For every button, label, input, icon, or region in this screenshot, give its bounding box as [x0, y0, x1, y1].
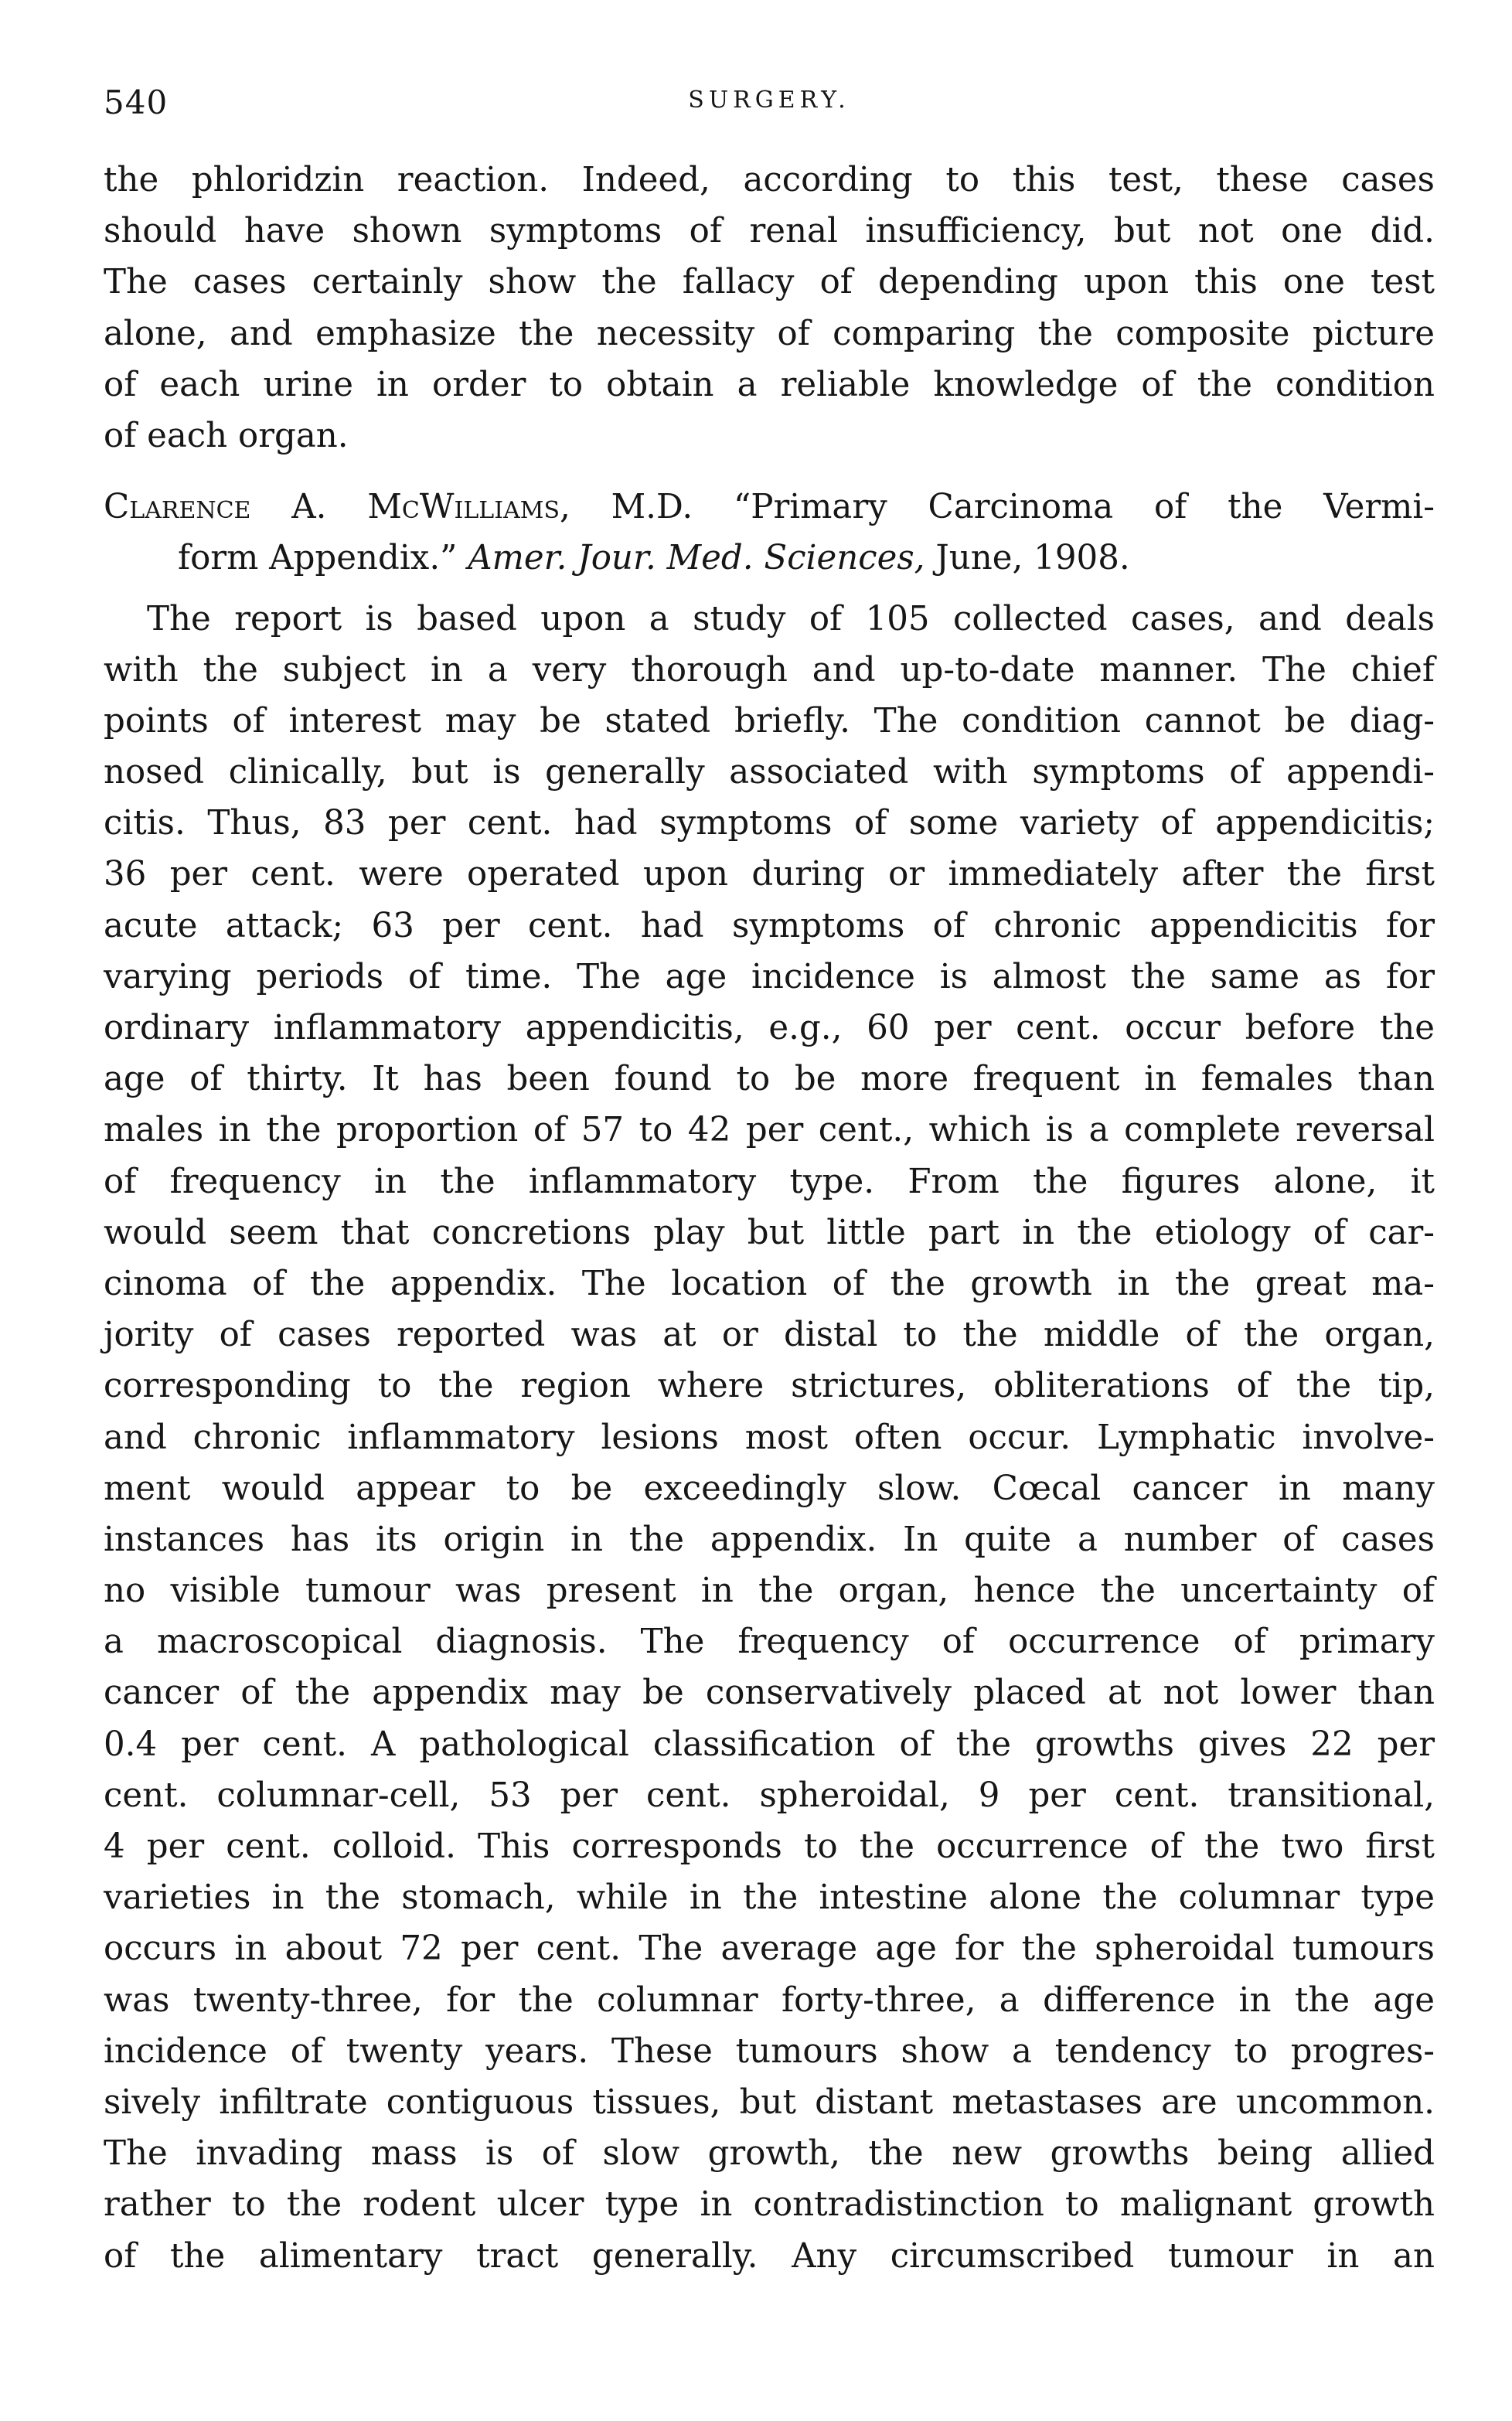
text-line: occurs in about 72 per cent. The average age for the spheroidal tumours: [104, 1929, 1435, 1969]
text-line: nosed clinically, but is generally associated with symptoms of appendi-: [104, 753, 1435, 792]
paragraph-abstract: [104, 594, 1435, 2282]
text-line: would seem that concretions play but little part in the etiology of car-: [104, 1213, 1435, 1252]
text-line: and chronic inflammatory lesions most often occur. Lymphatic involve-: [104, 1418, 1435, 1457]
text-line: with the subject in a very thorough and up-to-date manner. The chief: [104, 650, 1435, 690]
text-line: points of interest may be stated briefly. The condition cannot be diag-: [104, 701, 1435, 741]
text-line: should have shown symptoms of renal insufficiency, but not one did.: [104, 212, 1435, 251]
text-line: of frequency in the inflammatory type. From the figures alone, it: [104, 1162, 1435, 1201]
text-line: acute attack; 63 per cent. had symptoms of chronic appendicitis for: [104, 906, 1435, 945]
text-line: The report is based upon a study of 105 collected cases, and deals: [147, 599, 1435, 638]
running-head: SURGERY.: [688, 87, 850, 114]
text-line: of each organ.: [104, 416, 349, 455]
text-line: varieties in the stomach, while in the intestine alone the columnar type: [104, 1878, 1435, 1918]
text-line: alone, and emphasize the necessity of comparing the composite picture: [104, 314, 1435, 353]
text-line: of the alimentary tract generally. Any circumscribed tumour in an: [104, 2236, 1435, 2276]
text-line: ordinary inflammatory appendicitis, e.g., 60 per cent. occur before the: [104, 1009, 1435, 1047]
text-line: rather to the rodent ulcer type in contradistinction to malignant growth: [104, 2185, 1435, 2225]
text-line: a macroscopical diagnosis. The frequency of occurrence of primary: [104, 1623, 1435, 1662]
citation-journal: Amer. Jour. Med. Sciences,: [468, 539, 925, 578]
paragraph-continuation: [104, 155, 1435, 461]
text-line: 36 per cent. were operated upon during or immediately after the first: [104, 855, 1435, 894]
text-line: 4 per cent. colloid. This corresponds to the occurrence of the two first: [104, 1827, 1435, 1866]
text-line: instances has its origin in the appendix. In quite a number of cases: [104, 1520, 1435, 1559]
citation-line: [104, 482, 1435, 533]
text-line: 0.4 per cent. A pathological classification of the growths gives 22 per: [104, 1725, 1435, 1764]
text-line: of each urine in order to obtain a reliable knowledge of the condition: [104, 365, 1435, 404]
citation-title-cont: form Appendix.”: [178, 539, 458, 578]
citation-line: [104, 533, 1435, 584]
citation-author: Clarence A. McWilliams, M.D.: [104, 488, 693, 527]
body-text: [104, 155, 1435, 2282]
text-line: cent. columnar-cell, 53 per cent. spheroidal, 9 per cent. transitional,: [104, 1776, 1435, 1815]
text-line: the phloridzin reaction. Indeed, according to this test, these cases: [104, 161, 1435, 199]
text-line: cancer of the appendix may be conservatively placed at not lower than: [104, 1674, 1435, 1713]
text-line: ment would appear to be exceedingly slow. Cœcal cancer in many: [104, 1469, 1435, 1508]
text-line: cinoma of the appendix. The location of the growth in the great ma-: [104, 1264, 1435, 1303]
text-line: age of thirty. It has been found to be more frequent in females than: [104, 1060, 1435, 1099]
text-line: The cases certainly show the fallacy of depending upon this one test: [104, 263, 1435, 302]
text-line: corresponding to the region where strictures, obliterations of the tip,: [104, 1367, 1435, 1406]
citation-date: June, 1908.: [935, 539, 1130, 578]
page-number: 540: [104, 83, 169, 121]
text-line: The invading mass is of slow growth, the new growths being allied: [104, 2134, 1435, 2174]
page-header: [104, 83, 1435, 130]
citation-title: “Primary Carcinoma of the Vermi-: [733, 488, 1435, 527]
text-line: citis. Thus, 83 per cent. had symptoms of some variety of appendicitis;: [104, 804, 1435, 843]
text-line: jority of cases reported was at or distal to the middle of the organ,: [104, 1316, 1435, 1355]
text-line: sively infiltrate contiguous tissues, but distant metastases are uncommon.: [104, 2082, 1435, 2122]
text-line: was twenty-three, for the columnar forty-three, a difference in the age: [104, 1980, 1435, 2020]
text-line: varying periods of time. The age incidence is almost the same as for: [104, 957, 1435, 996]
citation-entry: [104, 482, 1435, 584]
text-line: no visible tumour was present in the organ, hence the uncertainty of: [104, 1571, 1435, 1611]
text-line: males in the proportion of 57 to 42 per cent., which is a complete reversal: [104, 1111, 1435, 1150]
text-line: incidence of twenty years. These tumours show a tendency to progres-: [104, 2031, 1435, 2071]
